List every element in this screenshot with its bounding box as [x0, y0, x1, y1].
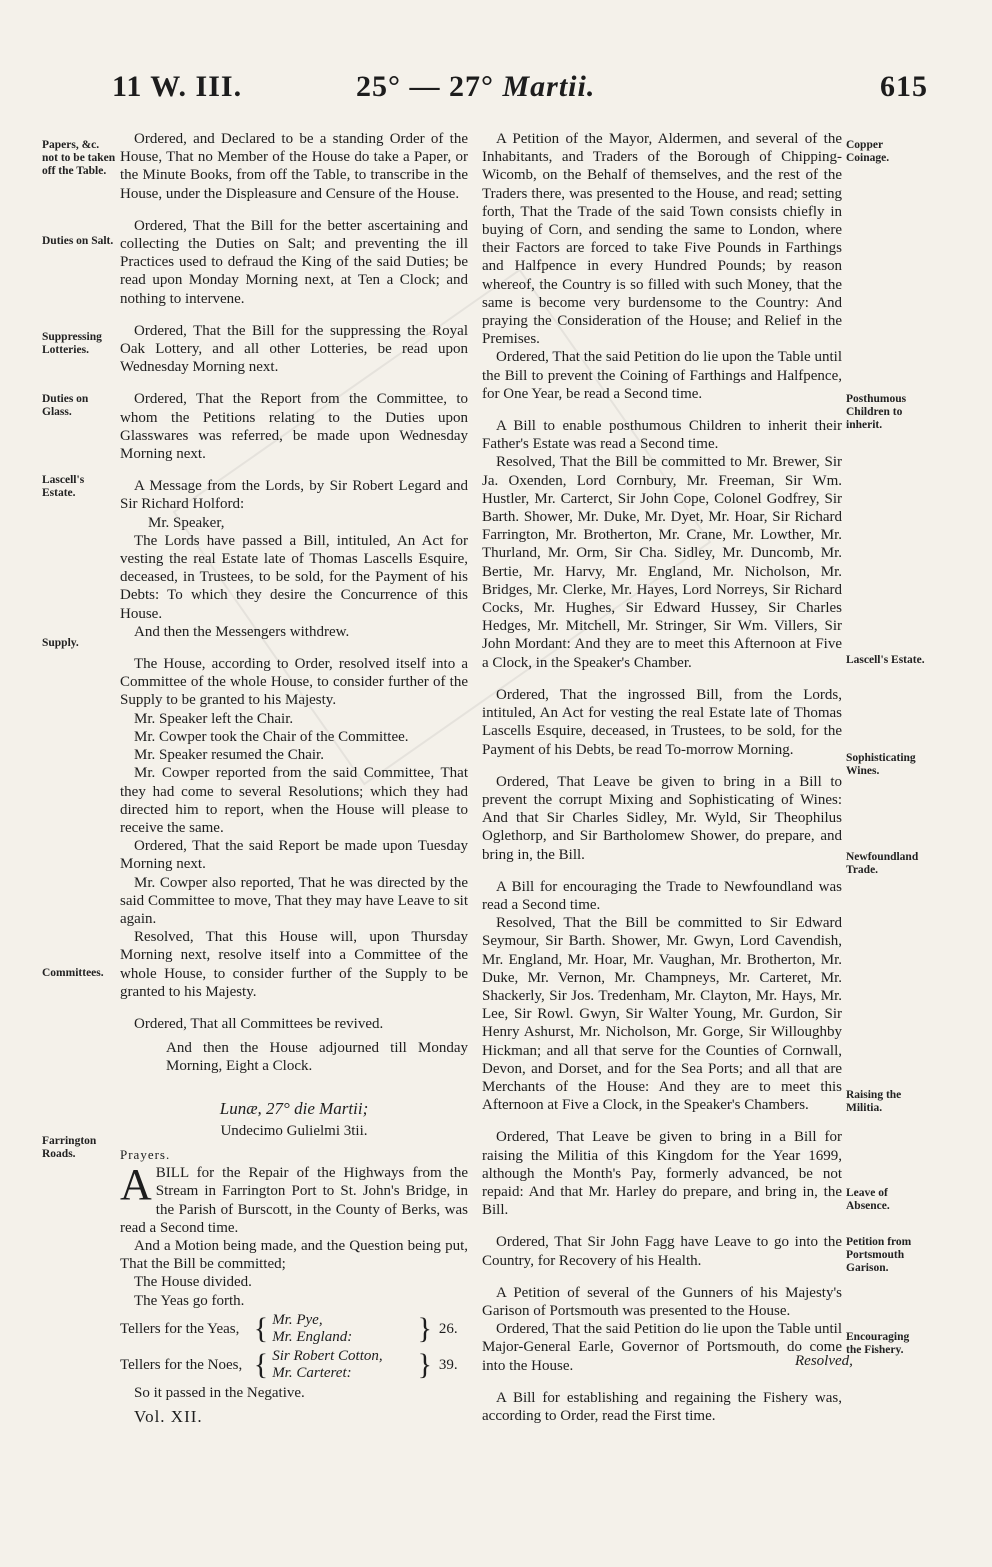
- teller-names: [272, 1312, 417, 1346]
- adjournment-line: And then the House adjourned till Monday Morning, Eight a Clock.: [166, 1040, 468, 1075]
- vote-count: 26.: [438, 1320, 458, 1337]
- entry-paragraph: A Bill for encouraging the Trade to Newfoundland was read a Second time.: [482, 878, 842, 913]
- entry-paragraph: [120, 1160, 468, 1237]
- tellers-label: Tellers for the Noes,: [120, 1356, 243, 1373]
- margin-note: Lascell's Estate.: [42, 474, 85, 499]
- entry-paragraph: Ordered, That the said Report be made upon Tuesday Morning next.: [120, 838, 468, 873]
- teller-names: [272, 1348, 417, 1382]
- entry-paragraph: Mr. Speaker left the Chair.: [134, 710, 294, 727]
- entry-paragraph: And a Motion being made, and the Question being put, That the Bill be committed;: [120, 1237, 468, 1273]
- entry-paragraph: Mr. Speaker resumed the Chair.: [134, 747, 324, 764]
- entry-paragraph: Ordered, That Sir John Fagg have Leave to go into the Country, for Recovery of his Health.: [482, 1234, 842, 1269]
- entry-paragraph: Mr. Speaker,: [148, 514, 225, 531]
- entry-paragraph: Ordered, That the said Petition do lie upon the Table until the Bill to prevent the Coining of Farthings and Halfpence, for One Year, be read a Second time.: [482, 349, 842, 402]
- teller-name: Mr. England:: [272, 1328, 353, 1345]
- margin-note: Duties on Glass.: [42, 393, 89, 418]
- teller-name: Sir Robert Cotton,: [272, 1347, 383, 1364]
- margin-note: Duties on Salt.: [42, 235, 114, 247]
- entry-paragraph: The Yeas go forth.: [134, 1292, 245, 1309]
- right-column: [482, 130, 842, 1425]
- entry-paragraph: A Bill to enable posthumous Children to inherit their Father's Estate was read a Second time.: [482, 418, 842, 453]
- entry-paragraph: Resolved, That the Bill be committed to Mr. Brewer, Sir Ja. Oxenden, Lord Cornbury, Mr. Freeman, Sir Wm. Hustler, Mr. Carterct, Sir John Cope, Colonel Godfrey, Sir Barth. Shower, Mr. Duke, Mr. Dyet, Mr. Hoar, Sir Richard Farrington, Mr. Brotherton, Mr. Crane, Mr. Lowther, Mr. Thurland, Mr. Orm, Sir Cha. Sidley, Mr. Duncomb, Mr. Bertie, Mr. Harvy, Mr. England, Mr. Nicholson, Mr. Bridges, Mr. Clerke, Mr. Hayes, Lord Norreys, Sir Richard Cocks, Mr. Hughes, Sir Edward Hussey, Sir Charles Hedges, Mr. Mitchell, Mr. Stringer, Sir Wm. Villers, Sir John Mordant: And they are to meet this Afternoon at Five a Clock, in the Speaker's Chamber.: [482, 454, 842, 671]
- vote-count: 39.: [438, 1356, 458, 1373]
- entry-paragraph: Mr. Cowper took the Chair of the Committee.: [134, 728, 409, 745]
- entry-paragraph: Mr. Cowper reported from the said Committee, That they had come to several Resolutions; which they had directed him to report, when the House will please to receive the same.: [120, 765, 468, 836]
- entry-paragraph: And then the Messengers withdrew.: [134, 623, 350, 640]
- margin-note: Papers, &c. not to be taken off the Table.: [42, 139, 116, 177]
- regnal-line: Undecimo Gulielmi 3tii.: [220, 1122, 368, 1139]
- entry-paragraph: Ordered, That the Report from the Committee, to whom the Petitions relating to the Duties upon Glasswares was referred, be made upon Wednesday Morning next.: [120, 391, 468, 463]
- entry-paragraph: Resolved, That this House will, upon Thursday Morning next, resolve itself into a Committee of the whole House, to consider further of the Supply to be granted to his Majesty.: [120, 929, 468, 1000]
- entry-paragraph: Ordered, and Declared to be a standing Order of the House, That no Member of the House do take a Paper, or the Minute Books, from off the Table, to transcribe in the House, under the Displeasure and Censure of the House.: [120, 131, 468, 202]
- teller-name: Mr. Pye,: [272, 1311, 323, 1328]
- catchword: Resolved,: [795, 1353, 853, 1369]
- entry-paragraph: Ordered, That the Bill for the suppressing the Royal Oak Lottery, and all other Lotteries, be read upon Wednesday Morning next.: [120, 322, 468, 376]
- teller-name: Mr. Carteret:: [272, 1364, 352, 1381]
- entry-paragraph: The Lords have passed a Bill, intituled, An Act for vesting the real Estate late of Thomas Lascells Esquire, deceased, in Trustees, to be sold, for the Payment of his Debts: To which they desire the Concurrence of this House.: [120, 532, 468, 622]
- tellers-noes: Tellers for the Noes, { Sir Robert Cotton, Mr. Carteret: } 39.: [120, 1348, 468, 1382]
- entry-paragraph: Ordered, That the ingrossed Bill, from the Lords, intituled, An Act for vesting the real Estate late of Thomas Lascells Esquire, deceased, in Trustees, to be sold, for the Payment of his Debts, be read To-morrow Morning.: [482, 686, 842, 758]
- entry-paragraph: A Petition of the Mayor, Aldermen, and several of the Inhabitants, and Traders of the Borough of Chipping-Wicomb, on the Behalf of themselves, and the rest of the Traders there, was presented to the House, and read; setting forth, That the Trade of the said Town consists chiefly in buying of Corn, and sending the same to London, where their Factors are forced to take Five Pounds in Farthings and Halfpence in every Hundred Pounds; by reason whereof, the Country is so filled with such Money, that the same is become very burdensome to the Country: And praying the Consideration of the House; and Relief in the Premises.: [482, 131, 842, 348]
- header-date-range: 25° — 27°: [356, 70, 494, 103]
- entry-paragraph: So it passed in the Negative.: [134, 1384, 305, 1401]
- entry-paragraph: The House divided.: [134, 1274, 252, 1291]
- drop-cap: A: [120, 1160, 152, 1210]
- margin-note: Farrington Roads.: [42, 1135, 97, 1160]
- margin-note: Sophisticating Wines.: [846, 752, 916, 777]
- header-dates: [356, 70, 595, 104]
- entry-text: BILL for the Repair of the Highways from the Stream in Farrington Port to St. John's Bridge, in the Parish of Burscott, in the County of Berks, was read a Second time.: [120, 1165, 468, 1236]
- entry-paragraph: Ordered, That the Bill for the better ascertaining and collecting the Duties on Salt; and preventing the ill Practices used to defraud the King of the said Duties; be read upon Monday Morning next, at Ten a Clock; and nothing to intervene.: [120, 217, 468, 307]
- session-date: Lunæ, 27° die Martii;: [219, 1098, 369, 1118]
- margin-note: Newfoundland Trade.: [846, 851, 919, 876]
- margin-note: Supply.: [42, 637, 79, 649]
- entry-paragraph: Ordered, That Leave be given to bring in a Bill for raising the Militia of this Kingdom for the Year 1699, although the Month's Pay, formerly advanced, be not repaid: And that Mr. Harley do prepare, and bring in, the Bill.: [482, 1129, 842, 1219]
- tellers-yeas: Tellers for the Yeas, { Mr. Pye, Mr. England: } 26.: [120, 1312, 468, 1346]
- volume-label: Vol. XII.: [134, 1406, 203, 1426]
- margin-note: Posthumous Children to inherit.: [846, 393, 907, 431]
- margin-note: Leave of Absence.: [846, 1187, 890, 1212]
- margin-note: Raising the Militia.: [846, 1089, 902, 1114]
- margin-note: Copper Coinage.: [846, 139, 890, 164]
- entry-paragraph: Mr. Cowper also reported, That he was directed by the said Committee to move, That they may have Leave to sit again.: [120, 874, 468, 927]
- prayers-heading: Prayers.: [120, 1146, 171, 1162]
- margin-note: Suppressing Lotteries.: [42, 331, 102, 356]
- margin-note: Committees.: [42, 967, 104, 979]
- entry-paragraph: Ordered, That Leave be given to bring in a Bill to prevent the corrupt Mixing and Sophisticating of Wines: And that Sir Charles Sidley, Mr. Wyld, Sir Theophilus Oglethorp, and Sir Bartholomew Shower, do prepare, and bring in, the Bill.: [482, 773, 842, 863]
- margin-note: Encouraging the Fishery.: [846, 1331, 910, 1356]
- entry-paragraph: Resolved, That the Bill be committed to Sir Edward Seymour, Sir Barth. Shower, Mr. Gwyn, Lord Cavendish, Mr. England, Mr. Hoar, Mr. Vaughan, Mr. Brotherton, Mr. Duke, Mr. Vernon, Mr. Champneys, Mr. Carteret, Mr. Shackerly, Sir Jos. Tredenham, Mr. Clayton, Mr. Hays, Mr. Lee, Sir Rowl. Gwyn, Sir Walter Young, Mr. Gurdon, Sir Henry Ashurst, Mr. Nicholson, Mr. Gorge, Sir Willoughby Hickman; and all that serve for the Counties of Cornwall, Devon, and Dorset, and for the Sea Ports; and all that are Merchants of the House: And they are to meet this Afternoon at Five a Clock, in the Speaker's Chambers.: [482, 915, 842, 1114]
- header-regnal-year: 11 W. III.: [112, 70, 243, 103]
- entry-paragraph: Ordered, That all Committees be revived.: [134, 1015, 384, 1032]
- margin-note: Petition from Portsmouth Garison.: [846, 1236, 912, 1274]
- entry-paragraph: A Message from the Lords, by Sir Robert Legard and Sir Richard Holford:: [120, 478, 468, 513]
- left-column: [120, 130, 468, 1426]
- entry-paragraph: A Petition of several of the Gunners of his Majesty's Garison of Portsmouth was presented to the House.: [482, 1284, 842, 1319]
- page-number: 615: [880, 70, 928, 103]
- margin-note: Lascell's Estate.: [846, 654, 925, 666]
- entry-paragraph: The House, according to Order, resolved itself into a Committee of the whole House, to consider further of the Supply to be granted to his Majesty.: [120, 656, 468, 709]
- entry-paragraph: A Bill for establishing and regaining the Fishery was, according to Order, read the First time.: [482, 1389, 842, 1424]
- entry-paragraph: Ordered, That the said Petition do lie upon the Table until Major-General Earle, Governor of Portsmouth, do come into the House.: [482, 1321, 842, 1374]
- header-month: Martii.: [502, 70, 596, 103]
- tellers-label: Tellers for the Yeas,: [120, 1320, 240, 1337]
